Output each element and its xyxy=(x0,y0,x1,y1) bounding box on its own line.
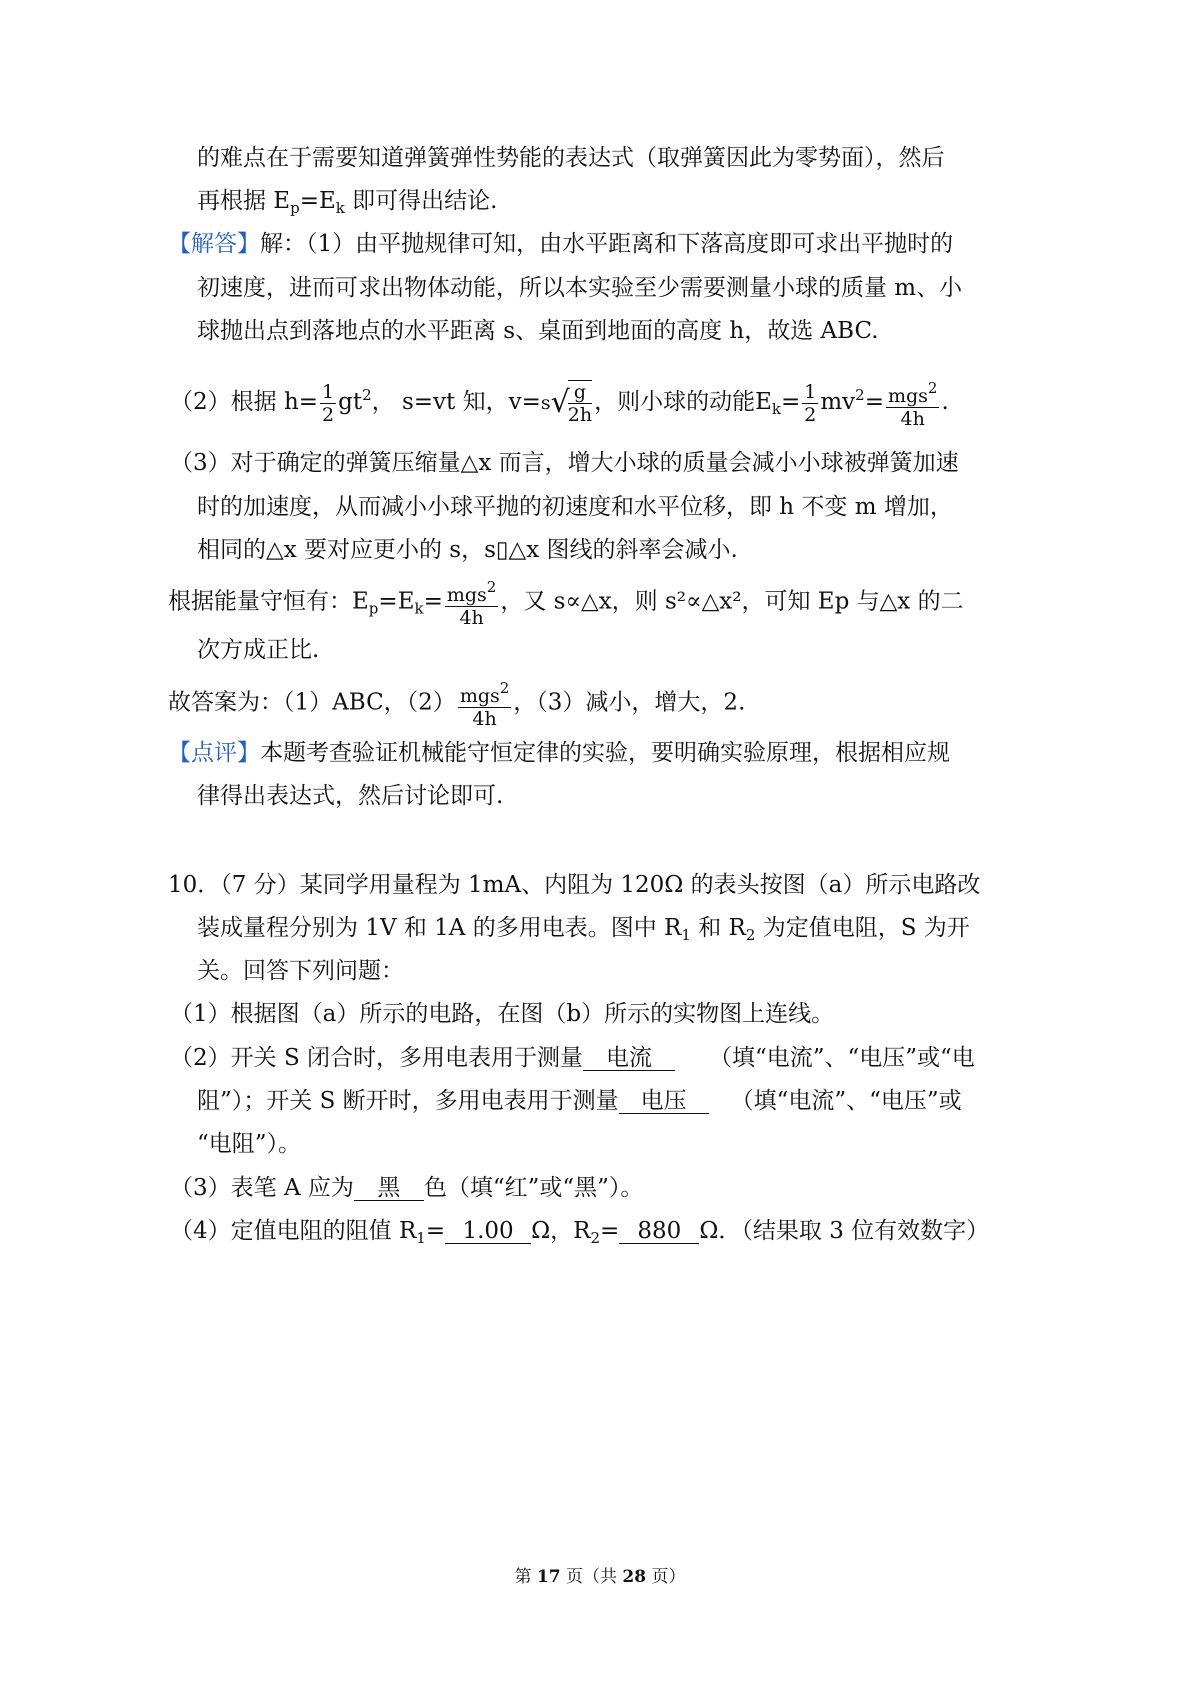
fraction: $\frac{mgs^2}{4h}$ xyxy=(887,378,938,430)
formula-line: 故答案为：（1）ABC，（2） $\frac{mgs^2}{4h}$ ，（3）减小，增大，2. xyxy=(168,679,746,730)
text-line: 的难点在于需要知道弹簧弹性势能的表达式（取弹簧因此为零势面），然后 xyxy=(197,145,945,171)
text-line: 【点评】本题考查验证机械能守恒定律的实验，要明确实验原理，根据相应规 xyxy=(168,740,950,766)
page-footer: 第 17 页（共 28 页） xyxy=(514,1567,686,1587)
fraction: $\frac{1}{2}$ xyxy=(322,380,335,426)
text-line: 律得出表达式，然后讨论即可. xyxy=(197,783,504,809)
answer-blank: 电压 xyxy=(619,1089,709,1114)
text-line: 初速度，进而可求出物体动能，所以本实验至少需要测量小球的质量 m、小 xyxy=(197,275,963,301)
text-line: 球抛出点到落地点的水平距离 s、桌面到地面的高度 h，故选 ABC. xyxy=(197,318,879,344)
page-number: 17 xyxy=(536,1567,561,1587)
page-total: 28 xyxy=(622,1567,647,1587)
fraction: $\frac{mgs^2}{4h}$ xyxy=(446,578,497,629)
fraction: $\frac{mgs^2}{4h}$ xyxy=(459,679,510,730)
question-line: （3）表笔 A 应为 黑 色（填“红”或“黑”）。 xyxy=(170,1175,644,1201)
question-line: 10．（7 分）某同学用量程为 1mA、内阻为 120Ω 的表头按图（a）所示电路改 xyxy=(168,872,981,898)
text-line: （3）对于确定的弹簧压缩量△x 而言，增大小球的质量会减小小球被弹簧加速 xyxy=(170,450,959,476)
answer-blank: 1.00 xyxy=(445,1219,531,1244)
text-line: 时的加速度，从而减小小球平抛的初速度和水平位移，即 h 不变 m 增加， xyxy=(197,494,953,520)
answer-blank: 880 xyxy=(619,1219,699,1244)
question-line: （2）开关 S 闭合时，多用电表用于测量 电流 （填“电流”、“电压”或“电 xyxy=(170,1045,975,1071)
solution-tag: 【解答】 xyxy=(168,231,260,257)
fraction: $\frac{g}{2h}$ xyxy=(567,381,593,426)
question-line: 装成量程分别为 1V 和 1A 的多用电表。图中 $R_1$ 和 $R_2$ 为定值电阻，S 为开 xyxy=(197,915,970,944)
text-line: 【解答】解：（1）由平抛规律可知，由水平距离和下落高度即可求出平抛时的 xyxy=(168,231,954,257)
formula-line: （2）根据 h= $\frac{1}{2}$ $gt^2$， s=vt 知，v=s√ $\frac{g}{2h}$ ，则小球的动能$E_k=$ $\frac{1}{2}$ $mv^2=$ $\frac{mgs^2}{4h}$ . xyxy=(170,378,949,430)
text-line: 次方成正比. xyxy=(197,637,320,663)
question-line: 关。回答下列问题： xyxy=(197,958,404,984)
formula-line: 根据能量守恒有：$E_p=E_k=$ $\frac{mgs^2}{4h}$ ，又 s∝△x，则 s²∝△x²，可知 Ep 与△x 的二 xyxy=(168,578,964,629)
text-line: 相同的△x 要对应更小的 s，s▯△x 图线的斜率会减小. xyxy=(197,537,738,563)
fraction: $\frac{1}{2}$ xyxy=(804,380,817,426)
answer-blank: 电流 xyxy=(583,1046,675,1071)
question-line: （4）定值电阻的阻值 $R_1= 1.00$ Ω，$R_2= 880$ Ω．（结果取 3 位有效数字） xyxy=(170,1218,990,1247)
question-line: （1）根据图（a）所示的电路，在图（b）所示的实物图上连线。 xyxy=(170,1001,835,1027)
question-line: 阻”）；开关 S 断开时，多用电表用于测量 电压 （填“电流”、“电压”或 xyxy=(197,1088,962,1114)
review-tag: 【点评】 xyxy=(168,740,260,766)
question-line: “电阻”）。 xyxy=(197,1131,302,1157)
answer-blank: 黑 xyxy=(354,1176,424,1201)
text-line: 再根据 $E_p=E_k$ 即可得出结论. xyxy=(197,188,498,217)
